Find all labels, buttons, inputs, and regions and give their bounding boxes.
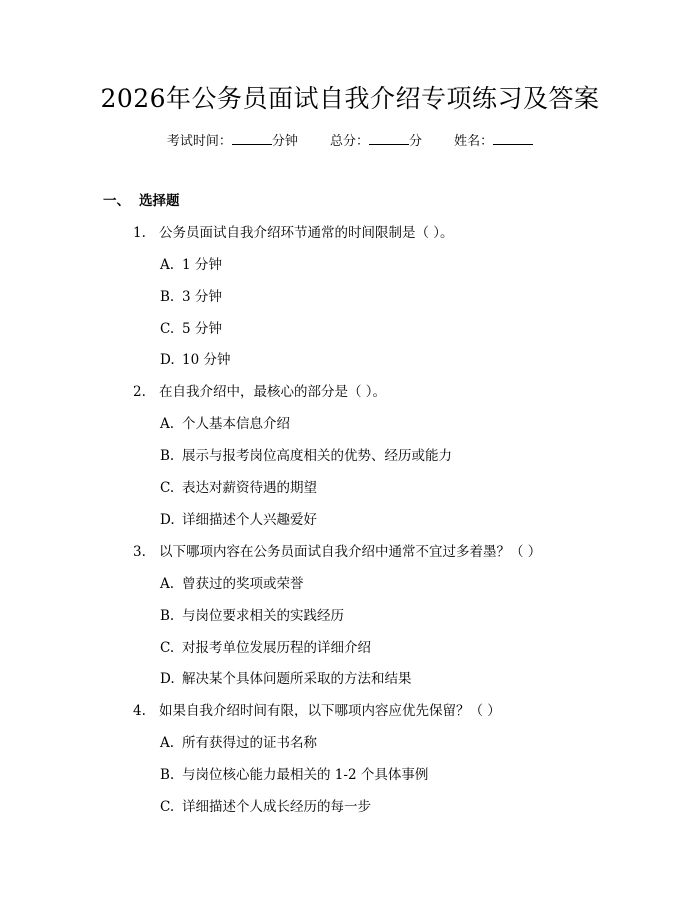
option-letter: C. [160, 640, 175, 656]
option-text: 与岗位要求相关的实践经历 [182, 608, 344, 624]
option-letter: B. [160, 767, 175, 783]
question-text: 如果自我介绍时间有限，以下哪项内容应优先保留？（ ） [159, 703, 501, 719]
exam-time-unit: 分钟 [271, 134, 298, 149]
option-text: 所有获得过的证书名称 [182, 735, 317, 751]
option-letter: B. [160, 448, 175, 464]
option-letter: A. [160, 576, 175, 592]
name-blank [493, 132, 533, 145]
option-text: 解决某个具体问题所采取的方法和结果 [182, 671, 412, 687]
option-letter: A. [160, 735, 175, 751]
option-letter: A. [160, 416, 175, 432]
exam-time-label: 考试时间： [166, 134, 232, 149]
option-letter: B. [160, 608, 175, 624]
option-letter: B. [160, 289, 175, 305]
option-letter: C. [160, 480, 175, 496]
total-score-blank [369, 132, 409, 145]
option-letter: C. [160, 321, 175, 337]
name-label: 姓名： [454, 134, 494, 149]
option-text: 曾获过的奖项或荣誉 [182, 576, 304, 592]
option-text: 3 分钟 [182, 289, 222, 305]
option-text: 1 分钟 [182, 257, 222, 273]
section-title: 选择题 [139, 193, 180, 209]
option-text: 表达对薪资待遇的期望 [182, 480, 317, 496]
total-score-unit: 分 [409, 134, 423, 149]
option-text: 5 分钟 [182, 321, 222, 337]
question-text: 公务员面试自我介绍环节通常的时间限制是（ ）。 [159, 225, 454, 241]
option-text: 展示与报考岗位高度相关的优势、经历或能力 [182, 448, 452, 464]
option-letter: C. [160, 799, 175, 815]
question-text: 在自我介绍中，最核心的部分是（ ）。 [159, 384, 387, 400]
question-number: 3. [133, 544, 146, 560]
name-field [454, 132, 533, 151]
option-letter: D. [160, 352, 175, 368]
question-number: 2. [133, 384, 146, 400]
total-score-label: 总分： [329, 134, 369, 149]
exam-time-field [167, 132, 298, 151]
total-score-field [330, 132, 422, 151]
option-text: 个人基本信息介绍 [182, 416, 290, 432]
option-text: 对报考单位发展历程的详细介绍 [182, 640, 371, 656]
exam-meta-line [0, 132, 700, 151]
question-number: 4. [133, 703, 146, 719]
document-title: 2026年公务员面试自我介绍专项练习及答案 [100, 84, 600, 113]
option-text: 详细描述个人成长经历的每一步 [182, 799, 371, 815]
option-text: 详细描述个人兴趣爱好 [182, 512, 317, 528]
section-heading [103, 192, 180, 210]
option-letter: D. [160, 512, 175, 528]
question-number: 1. [133, 225, 146, 241]
question-text: 以下哪项内容在公务员面试自我介绍中通常不宜过多着墨？（ ） [159, 544, 542, 560]
section-number: 一、 [103, 193, 130, 209]
exam-time-blank [232, 132, 272, 145]
option-text: 与岗位核心能力最相关的 1-2 个具体事例 [182, 767, 429, 783]
option-letter: D. [160, 671, 175, 687]
option-text: 10 分钟 [182, 352, 231, 368]
option-letter: A. [160, 257, 175, 273]
